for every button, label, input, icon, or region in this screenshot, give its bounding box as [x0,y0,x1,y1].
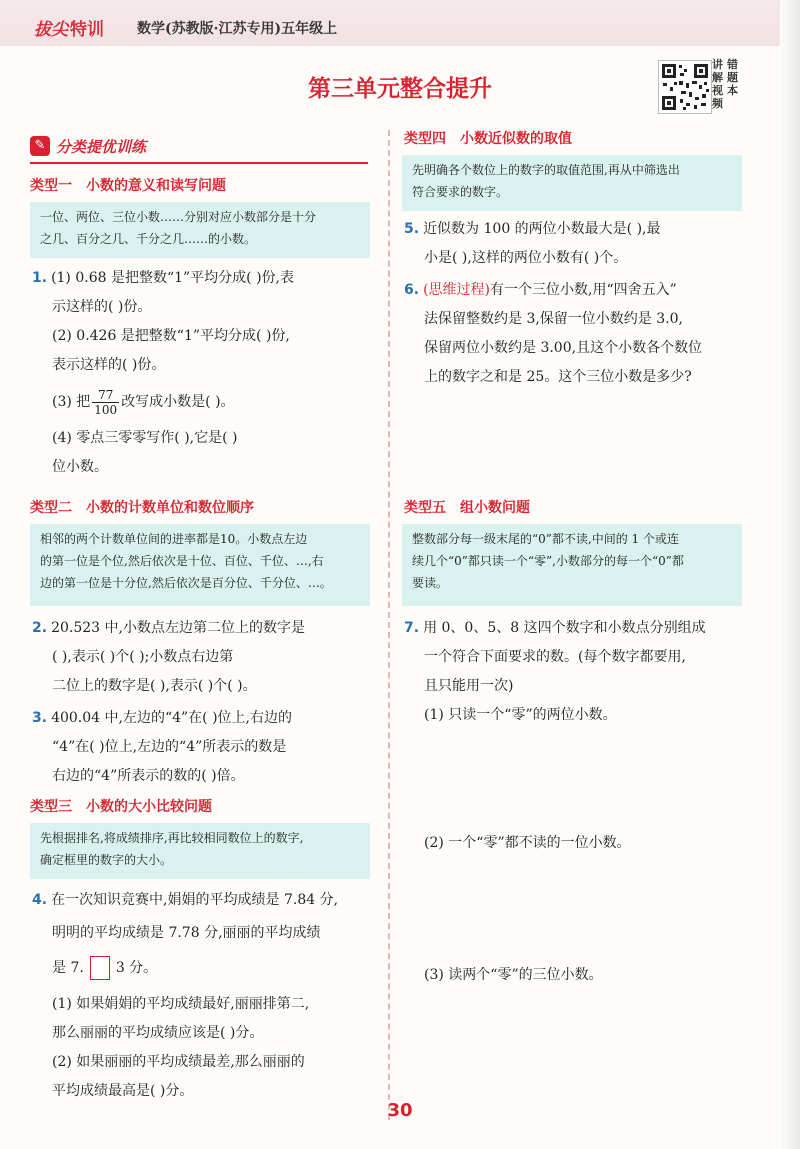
tip-box-2: 相邻的两个计数单位间的进率都是10。小数点左边 的第一位是个位,然后依次是十位、百位、千位、…,右 边的第一位是十分位,然后依次是百分位、千分位、…。 [30,524,370,606]
question-1: 1. (1) 0.68 是把整数“1”平均分成( )份,表 示这样的( )份。 (2) 0.426 是把整数“1”平均分成( )份, 表示这样的( )份。 (3) 把 $\frac{77}{100}$ 改写成小数是( )。 (4) 零点三零零写作( ),它是( ) 位小数。 [32,270,295,475]
question-7-part-3: (3) 读两个“零”的三位小数。 [424,967,603,983]
qr-label-video: 讲 解 视 频 [712,58,723,110]
thinking-tag: (思维过程) [423,282,490,298]
type-5-heading: 类型五 组小数问题 [404,500,530,516]
fraction-77-100: $\frac{77}{100}$ [94,387,118,417]
page-number: 30 [387,1100,413,1121]
question-5: 5. 近似数为 100 的两位小数最大是( ),最 小是( ),这样的两位小数有( )个。 [404,221,661,266]
leaf-icon: ✎ [30,136,50,156]
book-subtitle: 数学(苏教版·江苏专用)五年级上 [137,21,338,37]
column-divider [388,130,390,1120]
brand-logo: 拔尖 特训 [34,20,104,40]
type-4-heading: 类型四 小数近似数的取值 [404,131,572,147]
qr-label-errbook: 错 题 本 [727,58,738,97]
page-edge-shadow [780,0,800,1149]
question-7-part-2: (2) 一个“零”都不读的一位小数。 [424,835,631,851]
type-2-heading: 类型二 小数的计数单位和数位顺序 [30,500,254,516]
question-2: 2. 20.523 中,小数点左边第二位上的数字是 ( ),表示( )个( );小数点右边第 二位上的数字是( ),表示( )个( )。 [32,620,305,694]
question-3: 3. 400.04 中,左边的“4”在( )位上,右边的 “4”在( )位上,左边的“4”所表示的数是 右边的“4”所表示的数的( )倍。 [32,710,292,784]
question-7: 7. 用 0、0、5、8 这四个数字和小数点分别组成 一个符合下面要求的数。(每个数字都要用, 且只能用一次) (1) 只读一个“零”的两位小数。 [404,620,706,723]
tip-box-3: 先根据排名,将成绩排序,再比较相同数位上的数字, 确定框里的数字的大小。 [30,823,370,879]
answer-box[interactable] [90,956,110,980]
section-title: 分类提优训练 [56,138,147,156]
header-band [0,0,800,46]
type-3-heading: 类型三 小数的大小比较问题 [30,799,212,815]
question-4: 4. 在一次知识竞赛中,娟娟的平均成绩是 7.84 分, 明明的平均成绩是 7.78 分,丽丽的平均成绩 是 7. 3 分。 (1) 如果娟娟的平均成绩最好,丽丽排第二, 那么丽丽的平均成绩应该是( )分。 (2) 如果丽丽的平均成绩最差,那么丽丽的 平均成绩最高是( )分。 [32,892,339,1099]
qr-code[interactable] [658,60,712,114]
unit-title: 第三单元整合提升 [308,76,492,102]
tip-box-4: 先明确各个数位上的数字的取值范围,再从中筛选出 符合要求的数字。 [402,155,742,211]
type-1-heading: 类型一 小数的意义和读写问题 [30,178,226,194]
tip-box-5: 整数部分每一级末尾的“0”都不读,中间的 1 个或连 续几个“0”都只读一个“零”,小数部分的每一个“0”都 要读。 [402,524,742,606]
question-6: 6. (思维过程)有一个三位小数,用“四舍五入” 法保留整数约是 3,保留一位小数约是 3.0, 保留两位小数约是 3.00,且这个小数各个数位 上的数字之和是 25。这个三位小数是多少? [404,282,703,385]
tip-box-1: 一位、两位、三位小数……分别对应小数部分是十分 之几、百分之几、千分之几……的小数。 [30,202,370,258]
